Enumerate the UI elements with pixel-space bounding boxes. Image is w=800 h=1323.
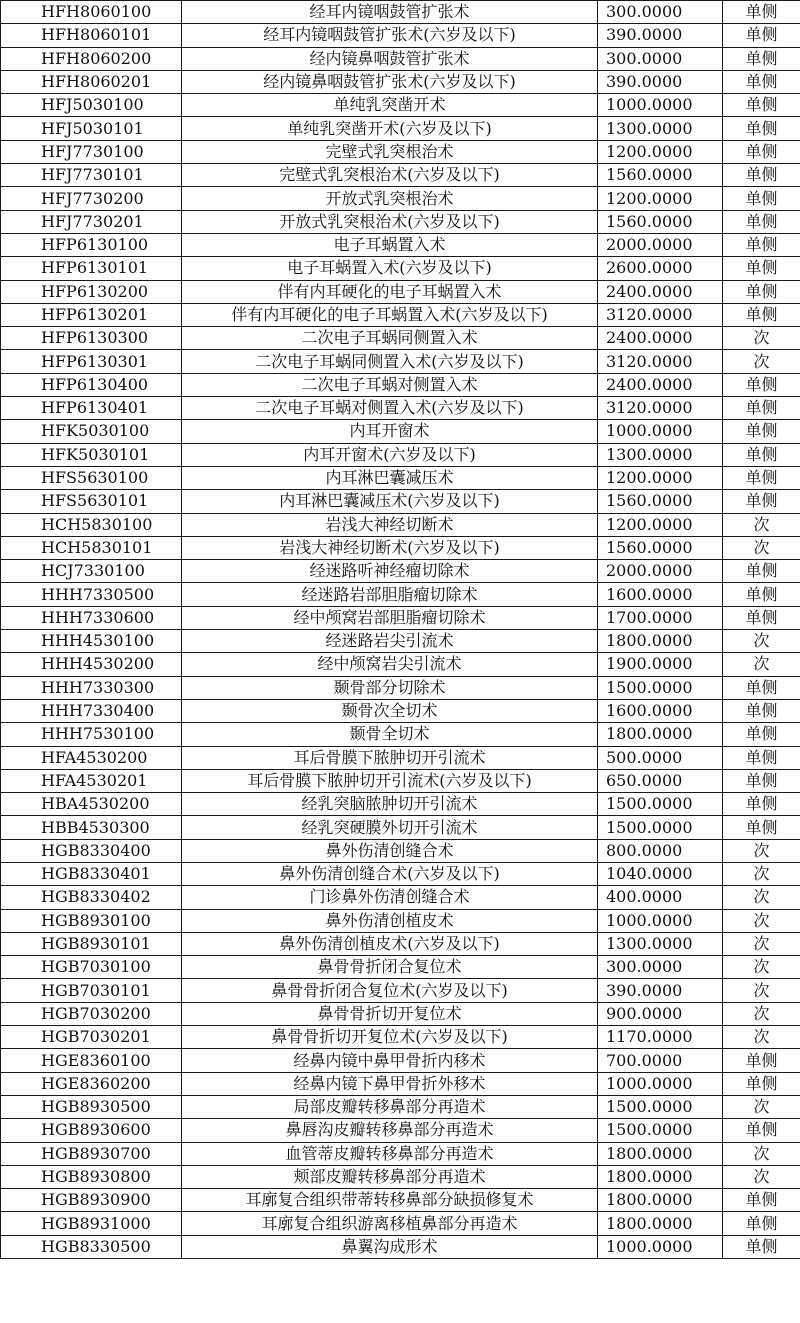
table-row xyxy=(1,1049,800,1072)
item-code-cell: HFH8060101 xyxy=(1,24,182,47)
item-code-cell: HFP6130201 xyxy=(1,303,182,326)
item-code-cell: HBA4530200 xyxy=(1,793,182,816)
unit-cell: 单侧 xyxy=(723,606,800,629)
item-name-cell: 二次电子耳蜗同侧置入术(六岁及以下) xyxy=(182,350,598,373)
price-cell: 1560.0000 xyxy=(598,210,723,233)
table-row xyxy=(1,24,800,47)
item-code-cell: HGB8930800 xyxy=(1,1165,182,1188)
price-cell: 1040.0000 xyxy=(598,862,723,885)
price-cell: 300.0000 xyxy=(598,47,723,70)
price-cell: 1000.0000 xyxy=(598,909,723,932)
unit-cell: 单侧 xyxy=(723,280,800,303)
item-code-cell: HHH7330400 xyxy=(1,699,182,722)
item-name-cell: 鼻翼沟成形术 xyxy=(182,1235,598,1258)
table-row xyxy=(1,164,800,187)
price-cell: 1560.0000 xyxy=(598,536,723,559)
price-cell: 1560.0000 xyxy=(598,490,723,513)
unit-cell: 单侧 xyxy=(723,699,800,722)
price-cell: 1500.0000 xyxy=(598,676,723,699)
item-code-cell: HFP6130400 xyxy=(1,373,182,396)
price-cell: 1800.0000 xyxy=(598,1165,723,1188)
item-code-cell: HFS5630101 xyxy=(1,490,182,513)
item-code-cell: HFJ7730101 xyxy=(1,164,182,187)
unit-cell: 单侧 xyxy=(723,303,800,326)
price-cell: 1200.0000 xyxy=(598,513,723,536)
price-cell: 1200.0000 xyxy=(598,140,723,163)
table-row xyxy=(1,583,800,606)
item-name-cell: 岩浅大神经切断术 xyxy=(182,513,598,536)
unit-cell: 次 xyxy=(723,1142,800,1165)
table-row xyxy=(1,1026,800,1049)
unit-cell: 单侧 xyxy=(723,583,800,606)
unit-cell: 单侧 xyxy=(723,443,800,466)
item-name-cell: 二次电子耳蜗对侧置入术(六岁及以下) xyxy=(182,397,598,420)
price-cell: 1500.0000 xyxy=(598,793,723,816)
item-code-cell: HHH7330300 xyxy=(1,676,182,699)
price-cell: 1170.0000 xyxy=(598,1026,723,1049)
item-name-cell: 伴有内耳硬化的电子耳蜗置入术 xyxy=(182,280,598,303)
table-row xyxy=(1,187,800,210)
item-name-cell: 完壁式乳突根治术 xyxy=(182,140,598,163)
unit-cell: 单侧 xyxy=(723,676,800,699)
item-code-cell: HGB8330401 xyxy=(1,862,182,885)
table-row xyxy=(1,816,800,839)
item-name-cell: 经鼻内镜中鼻甲骨折内移术 xyxy=(182,1049,598,1072)
item-name-cell: 耳廓复合组织游离移植鼻部分再造术 xyxy=(182,1212,598,1235)
item-name-cell: 伴有内耳硬化的电子耳蜗置入术(六岁及以下) xyxy=(182,303,598,326)
price-cell: 1500.0000 xyxy=(598,816,723,839)
unit-cell: 单侧 xyxy=(723,1049,800,1072)
table-row xyxy=(1,653,800,676)
item-name-cell: 鼻骨骨折切开复位术 xyxy=(182,1002,598,1025)
item-name-cell: 电子耳蜗置入术(六岁及以下) xyxy=(182,257,598,280)
price-cell: 1560.0000 xyxy=(598,164,723,187)
item-code-cell: HGB8330402 xyxy=(1,886,182,909)
table-row xyxy=(1,560,800,583)
item-code-cell: HFJ5030101 xyxy=(1,117,182,140)
item-name-cell: 经中颅窝岩尖引流术 xyxy=(182,653,598,676)
item-code-cell: HHH4530100 xyxy=(1,630,182,653)
unit-cell: 次 xyxy=(723,536,800,559)
unit-cell: 单侧 xyxy=(723,47,800,70)
item-name-cell: 经鼻内镜下鼻甲骨折外移术 xyxy=(182,1072,598,1095)
unit-cell: 单侧 xyxy=(723,1189,800,1212)
price-cell: 1700.0000 xyxy=(598,606,723,629)
item-code-cell: HCJ7330100 xyxy=(1,560,182,583)
price-cell: 700.0000 xyxy=(598,1049,723,1072)
item-name-cell: 颞骨部分切除术 xyxy=(182,676,598,699)
price-cell: 2400.0000 xyxy=(598,373,723,396)
item-code-cell: HFK5030100 xyxy=(1,420,182,443)
table-row xyxy=(1,699,800,722)
item-code-cell: HFH8060100 xyxy=(1,1,182,24)
unit-cell: 单侧 xyxy=(723,1,800,24)
unit-cell: 单侧 xyxy=(723,257,800,280)
item-name-cell: 鼻骨骨折切开复位术(六岁及以下) xyxy=(182,1026,598,1049)
item-code-cell: HGB8930101 xyxy=(1,932,182,955)
table-row xyxy=(1,1095,800,1118)
price-cell: 1000.0000 xyxy=(598,1072,723,1095)
table-row xyxy=(1,746,800,769)
price-cell: 2000.0000 xyxy=(598,233,723,256)
item-name-cell: 经迷路岩尖引流术 xyxy=(182,630,598,653)
table-row xyxy=(1,909,800,932)
unit-cell: 单侧 xyxy=(723,373,800,396)
price-cell: 390.0000 xyxy=(598,979,723,1002)
item-name-cell: 经乳突硬膜外切开引流术 xyxy=(182,816,598,839)
price-cell: 1500.0000 xyxy=(598,1119,723,1142)
item-name-cell: 开放式乳突根治术 xyxy=(182,187,598,210)
unit-cell: 单侧 xyxy=(723,397,800,420)
item-code-cell: HFP6130401 xyxy=(1,397,182,420)
price-cell: 1800.0000 xyxy=(598,630,723,653)
unit-cell: 次 xyxy=(723,862,800,885)
item-code-cell: HGB8330500 xyxy=(1,1235,182,1258)
table-row xyxy=(1,630,800,653)
unit-cell: 单侧 xyxy=(723,723,800,746)
price-cell: 500.0000 xyxy=(598,746,723,769)
item-name-cell: 内耳开窗术(六岁及以下) xyxy=(182,443,598,466)
item-code-cell: HFH8060201 xyxy=(1,70,182,93)
item-code-cell: HFA4530201 xyxy=(1,769,182,792)
unit-cell: 单侧 xyxy=(723,1212,800,1235)
price-cell: 1600.0000 xyxy=(598,699,723,722)
unit-cell: 单侧 xyxy=(723,94,800,117)
item-name-cell: 经内镜鼻咽鼓管扩张术 xyxy=(182,47,598,70)
unit-cell: 单侧 xyxy=(723,793,800,816)
item-code-cell: HGB7030200 xyxy=(1,1002,182,1025)
unit-cell: 单侧 xyxy=(723,70,800,93)
price-cell: 1800.0000 xyxy=(598,1212,723,1235)
table-row xyxy=(1,280,800,303)
unit-cell: 次 xyxy=(723,979,800,1002)
table-row xyxy=(1,94,800,117)
price-cell: 1200.0000 xyxy=(598,466,723,489)
table-row xyxy=(1,490,800,513)
unit-cell: 单侧 xyxy=(723,560,800,583)
table-row xyxy=(1,350,800,373)
item-name-cell: 内耳淋巴囊减压术 xyxy=(182,466,598,489)
table-row xyxy=(1,932,800,955)
unit-cell: 次 xyxy=(723,1002,800,1025)
unit-cell: 次 xyxy=(723,932,800,955)
table-row xyxy=(1,1165,800,1188)
unit-cell: 次 xyxy=(723,513,800,536)
item-name-cell: 耳后骨膜下脓肿切开引流术(六岁及以下) xyxy=(182,769,598,792)
item-code-cell: HGB7030101 xyxy=(1,979,182,1002)
item-code-cell: HHH7330600 xyxy=(1,606,182,629)
item-code-cell: HGB7030100 xyxy=(1,956,182,979)
unit-cell: 单侧 xyxy=(723,187,800,210)
unit-cell: 次 xyxy=(723,327,800,350)
price-cell: 300.0000 xyxy=(598,956,723,979)
table-row xyxy=(1,373,800,396)
item-name-cell: 二次电子耳蜗对侧置入术 xyxy=(182,373,598,396)
unit-cell: 次 xyxy=(723,1026,800,1049)
item-code-cell: HFP6130301 xyxy=(1,350,182,373)
fee-table-body xyxy=(1,1,800,1259)
item-code-cell: HCH5830100 xyxy=(1,513,182,536)
price-cell: 300.0000 xyxy=(598,1,723,24)
item-code-cell: HFP6130300 xyxy=(1,327,182,350)
unit-cell: 次 xyxy=(723,350,800,373)
item-code-cell: HGE8360200 xyxy=(1,1072,182,1095)
price-cell: 900.0000 xyxy=(598,1002,723,1025)
table-row xyxy=(1,1212,800,1235)
item-code-cell: HGB8930100 xyxy=(1,909,182,932)
item-code-cell: HBB4530300 xyxy=(1,816,182,839)
unit-cell: 单侧 xyxy=(723,1235,800,1258)
price-cell: 1300.0000 xyxy=(598,932,723,955)
table-row xyxy=(1,466,800,489)
item-code-cell: HFJ7730200 xyxy=(1,187,182,210)
item-name-cell: 开放式乳突根治术(六岁及以下) xyxy=(182,210,598,233)
table-row xyxy=(1,606,800,629)
unit-cell: 单侧 xyxy=(723,1072,800,1095)
unit-cell: 单侧 xyxy=(723,140,800,163)
item-code-cell: HFJ5030100 xyxy=(1,94,182,117)
unit-cell: 次 xyxy=(723,956,800,979)
item-name-cell: 鼻外伤清创缝合术 xyxy=(182,839,598,862)
unit-cell: 次 xyxy=(723,653,800,676)
table-row xyxy=(1,303,800,326)
item-name-cell: 鼻外伤清创植皮术(六岁及以下) xyxy=(182,932,598,955)
table-row xyxy=(1,513,800,536)
item-code-cell: HGB8930900 xyxy=(1,1189,182,1212)
item-code-cell: HHH4530200 xyxy=(1,653,182,676)
unit-cell: 单侧 xyxy=(723,466,800,489)
price-cell: 1800.0000 xyxy=(598,723,723,746)
item-name-cell: 耳廓复合组织带蒂转移鼻部分缺损修复术 xyxy=(182,1189,598,1212)
price-cell: 1000.0000 xyxy=(598,94,723,117)
item-name-cell: 完壁式乳突根治术(六岁及以下) xyxy=(182,164,598,187)
table-row xyxy=(1,70,800,93)
table-row xyxy=(1,1235,800,1258)
item-code-cell: HFS5630100 xyxy=(1,466,182,489)
price-cell: 3120.0000 xyxy=(598,350,723,373)
item-code-cell: HGB7030201 xyxy=(1,1026,182,1049)
table-row xyxy=(1,420,800,443)
unit-cell: 次 xyxy=(723,886,800,909)
item-name-cell: 耳后骨膜下脓肿切开引流术 xyxy=(182,746,598,769)
table-row xyxy=(1,257,800,280)
table-row xyxy=(1,862,800,885)
unit-cell: 单侧 xyxy=(723,164,800,187)
unit-cell: 单侧 xyxy=(723,816,800,839)
table-row xyxy=(1,839,800,862)
price-cell: 1800.0000 xyxy=(598,1142,723,1165)
item-code-cell: HFP6130101 xyxy=(1,257,182,280)
table-row xyxy=(1,117,800,140)
item-code-cell: HGB8330400 xyxy=(1,839,182,862)
item-name-cell: 经迷路岩部胆脂瘤切除术 xyxy=(182,583,598,606)
item-code-cell: HCH5830101 xyxy=(1,536,182,559)
item-name-cell: 颊部皮瓣转移鼻部分再造术 xyxy=(182,1165,598,1188)
item-name-cell: 内耳淋巴囊减压术(六岁及以下) xyxy=(182,490,598,513)
price-cell: 390.0000 xyxy=(598,24,723,47)
unit-cell: 单侧 xyxy=(723,769,800,792)
price-cell: 800.0000 xyxy=(598,839,723,862)
item-name-cell: 经中颅窝岩部胆脂瘤切除术 xyxy=(182,606,598,629)
unit-cell: 次 xyxy=(723,1095,800,1118)
item-name-cell: 鼻唇沟皮瓣转移鼻部分再造术 xyxy=(182,1119,598,1142)
table-row xyxy=(1,1002,800,1025)
item-code-cell: HGE8360100 xyxy=(1,1049,182,1072)
price-cell: 400.0000 xyxy=(598,886,723,909)
price-cell: 650.0000 xyxy=(598,769,723,792)
table-row xyxy=(1,886,800,909)
unit-cell: 单侧 xyxy=(723,233,800,256)
price-cell: 1800.0000 xyxy=(598,1189,723,1212)
item-name-cell: 鼻骨骨折闭合复位术 xyxy=(182,956,598,979)
table-row xyxy=(1,140,800,163)
price-cell: 3120.0000 xyxy=(598,303,723,326)
price-cell: 2600.0000 xyxy=(598,257,723,280)
table-row xyxy=(1,1189,800,1212)
item-code-cell: HGB8930600 xyxy=(1,1119,182,1142)
item-name-cell: 颞骨次全切术 xyxy=(182,699,598,722)
item-name-cell: 经迷路听神经瘤切除术 xyxy=(182,560,598,583)
item-name-cell: 经乳突脑脓肿切开引流术 xyxy=(182,793,598,816)
item-name-cell: 岩浅大神经切断术(六岁及以下) xyxy=(182,536,598,559)
item-name-cell: 经耳内镜咽鼓管扩张术(六岁及以下) xyxy=(182,24,598,47)
item-name-cell: 内耳开窗术 xyxy=(182,420,598,443)
item-name-cell: 鼻外伤清创缝合术(六岁及以下) xyxy=(182,862,598,885)
table-row xyxy=(1,210,800,233)
item-code-cell: HHH7530100 xyxy=(1,723,182,746)
unit-cell: 单侧 xyxy=(723,420,800,443)
price-cell: 1900.0000 xyxy=(598,653,723,676)
table-row xyxy=(1,769,800,792)
item-name-cell: 单纯乳突凿开术 xyxy=(182,94,598,117)
price-cell: 1500.0000 xyxy=(598,1095,723,1118)
table-row xyxy=(1,1142,800,1165)
item-name-cell: 电子耳蜗置入术 xyxy=(182,233,598,256)
table-row xyxy=(1,233,800,256)
table-row xyxy=(1,793,800,816)
unit-cell: 次 xyxy=(723,1165,800,1188)
item-name-cell: 鼻骨骨折闭合复位术(六岁及以下) xyxy=(182,979,598,1002)
item-code-cell: HFP6130100 xyxy=(1,233,182,256)
unit-cell: 次 xyxy=(723,909,800,932)
table-row xyxy=(1,327,800,350)
unit-cell: 单侧 xyxy=(723,746,800,769)
item-name-cell: 二次电子耳蜗同侧置入术 xyxy=(182,327,598,350)
price-cell: 1000.0000 xyxy=(598,1235,723,1258)
item-code-cell: HGB8930700 xyxy=(1,1142,182,1165)
price-cell: 1300.0000 xyxy=(598,117,723,140)
item-code-cell: HFJ7730201 xyxy=(1,210,182,233)
table-row xyxy=(1,1119,800,1142)
item-code-cell: HFK5030101 xyxy=(1,443,182,466)
unit-cell: 单侧 xyxy=(723,1119,800,1142)
table-row xyxy=(1,47,800,70)
item-code-cell: HFJ7730100 xyxy=(1,140,182,163)
price-cell: 2000.0000 xyxy=(598,560,723,583)
item-name-cell: 局部皮瓣转移鼻部分再造术 xyxy=(182,1095,598,1118)
item-name-cell: 颞骨全切术 xyxy=(182,723,598,746)
item-name-cell: 单纯乳突凿开术(六岁及以下) xyxy=(182,117,598,140)
item-code-cell: HFA4530200 xyxy=(1,746,182,769)
table-row xyxy=(1,676,800,699)
price-cell: 1600.0000 xyxy=(598,583,723,606)
price-cell: 1300.0000 xyxy=(598,443,723,466)
unit-cell: 单侧 xyxy=(723,210,800,233)
item-name-cell: 经耳内镜咽鼓管扩张术 xyxy=(182,1,598,24)
table-row xyxy=(1,723,800,746)
item-code-cell: HFP6130200 xyxy=(1,280,182,303)
table-row xyxy=(1,397,800,420)
unit-cell: 次 xyxy=(723,630,800,653)
item-name-cell: 血管蒂皮瓣转移鼻部分再造术 xyxy=(182,1142,598,1165)
table-row xyxy=(1,443,800,466)
item-code-cell: HHH7330500 xyxy=(1,583,182,606)
item-code-cell: HFH8060200 xyxy=(1,47,182,70)
unit-cell: 单侧 xyxy=(723,117,800,140)
price-cell: 390.0000 xyxy=(598,70,723,93)
item-name-cell: 鼻外伤清创植皮术 xyxy=(182,909,598,932)
item-code-cell: HGB8931000 xyxy=(1,1212,182,1235)
unit-cell: 单侧 xyxy=(723,490,800,513)
table-row xyxy=(1,1072,800,1095)
item-code-cell: HGB8930500 xyxy=(1,1095,182,1118)
price-cell: 3120.0000 xyxy=(598,397,723,420)
price-cell: 2400.0000 xyxy=(598,327,723,350)
table-row xyxy=(1,536,800,559)
price-cell: 1000.0000 xyxy=(598,420,723,443)
item-name-cell: 门诊鼻外伤清创缝合术 xyxy=(182,886,598,909)
table-row xyxy=(1,1,800,24)
table-row xyxy=(1,956,800,979)
unit-cell: 次 xyxy=(723,839,800,862)
item-name-cell: 经内镜鼻咽鼓管扩张术(六岁及以下) xyxy=(182,70,598,93)
table-row xyxy=(1,979,800,1002)
unit-cell: 单侧 xyxy=(723,24,800,47)
price-cell: 1200.0000 xyxy=(598,187,723,210)
price-cell: 2400.0000 xyxy=(598,280,723,303)
